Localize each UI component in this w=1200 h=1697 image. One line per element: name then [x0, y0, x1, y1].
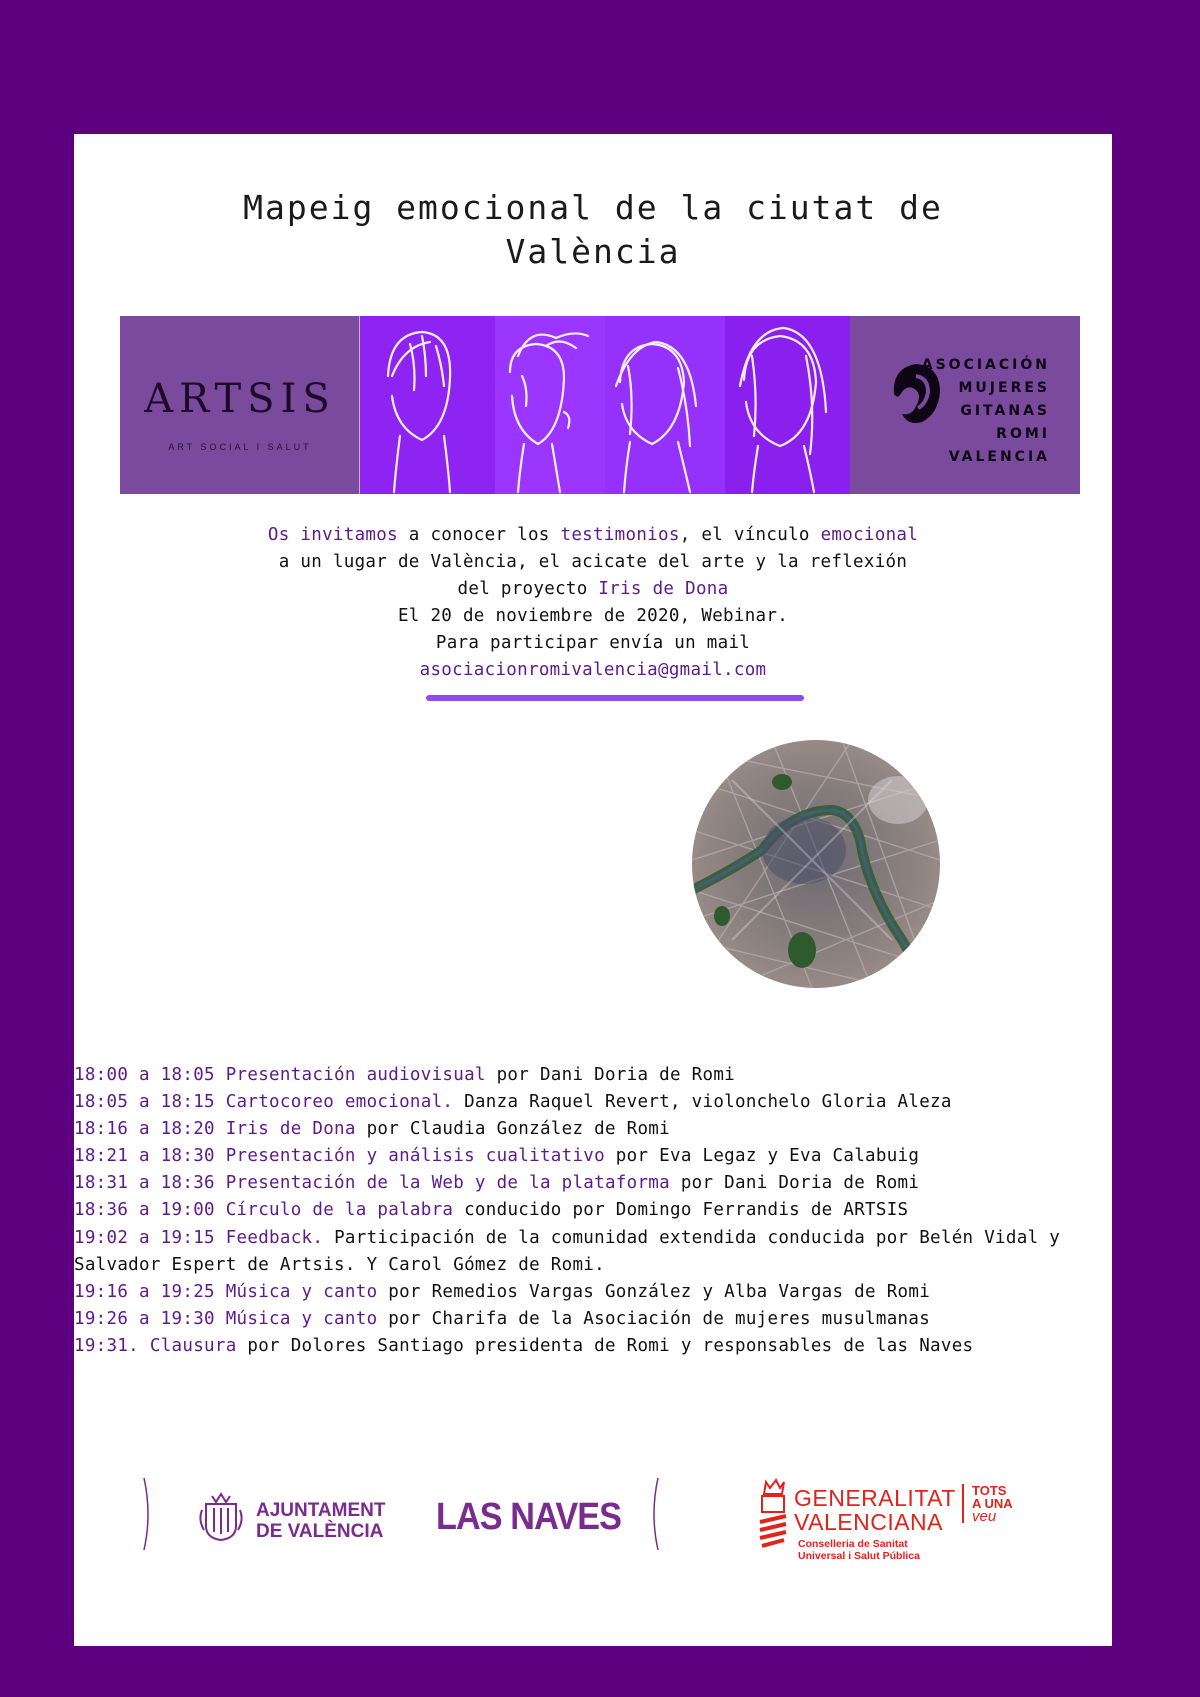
schedule-details: Danza Raquel Revert, violonchelo Gloria Aleza	[453, 1092, 952, 1113]
generalitat-logo	[794, 1486, 956, 1534]
participation-note: Para participar envía un mail	[435, 633, 751, 653]
faces-drawing	[360, 316, 850, 494]
artsis-logo-panel	[120, 316, 360, 494]
schedule-time: 19:26 a 19:30	[74, 1308, 226, 1329]
schedule-details: por Eva Legaz y Eva Calabuig	[604, 1146, 920, 1167]
romi-line-1: ASOCIACIÓN	[921, 357, 1050, 373]
schedule-details: por Dolores Santiago presidenta de Romi y responsables de las Naves	[236, 1335, 974, 1356]
generalitat-line-2: VALENCIANA	[794, 1509, 944, 1535]
schedule-item	[74, 1333, 1112, 1360]
conselleria-label	[798, 1538, 920, 1562]
schedule-details: por Charifa de la Asociación de mujeres musulmanas	[377, 1308, 931, 1329]
schedule-activity: Iris de Dona	[225, 1119, 356, 1140]
schedule-item	[74, 1197, 1112, 1224]
schedule-activity: Música y canto	[225, 1308, 378, 1329]
schedule-activity: Cartocoreo emocional.	[225, 1092, 454, 1113]
schedule-item	[74, 1225, 1112, 1279]
conselleria-line-1: Conselleria de Sanitat	[798, 1538, 908, 1550]
bracket-left-icon	[142, 1476, 154, 1552]
invitation-line-3	[74, 576, 1112, 603]
invitation-line-2: a un lugar de València, el acicate del arte y la reflexión	[278, 552, 908, 572]
faces-illustration	[360, 316, 850, 494]
generalitat-line-1: GENERALITAT	[794, 1485, 956, 1511]
title-line-1: Mapeig emocional de la ciutat de	[243, 188, 943, 227]
romi-line-4: ROMI VALENCIA	[948, 426, 1050, 465]
ajuntament-line-2: DE VALÈNCIA	[256, 1521, 384, 1542]
email-underline	[426, 695, 804, 701]
schedule-item	[74, 1279, 1112, 1306]
tots-line-2: A UNA	[972, 1496, 1013, 1511]
title-line-2: València	[505, 232, 681, 271]
schedule-details: por Dani Doria de Romi	[485, 1065, 735, 1085]
schedule-activity: Presentación de la Web y de la plataforma	[225, 1173, 670, 1194]
schedule-details: por Remedios Vargas González y Alba Vargas de Romi	[377, 1281, 931, 1302]
schedule-details: conducido por Domingo Ferrandis de ARTSIS	[453, 1200, 909, 1221]
schedule-time: 18:36 a 19:00	[74, 1200, 226, 1221]
city-map-image	[692, 740, 940, 988]
schedule-time: 18:16 a 18:20	[74, 1119, 226, 1140]
invitation-line-1	[74, 522, 1112, 549]
invitation-highlight: Os invitamos	[267, 525, 398, 545]
sponsor-logos	[74, 1470, 1112, 1570]
schedule-activity: Música y canto	[225, 1281, 378, 1302]
tots-line-1: TOTS	[972, 1483, 1007, 1498]
event-schedule	[74, 1062, 1112, 1360]
romi-logo-text	[900, 354, 1050, 469]
romi-line-3: GITANAS	[960, 403, 1050, 419]
schedule-time: 18:05 a 18:15	[74, 1092, 226, 1113]
invitation-highlight: testimonios	[560, 525, 680, 545]
romi-line-2: MUJERES	[958, 380, 1050, 396]
contact-email-link[interactable]: asociacionromivalencia@gmail.com	[419, 660, 767, 680]
romi-logo-panel	[850, 316, 1080, 494]
schedule-item	[74, 1306, 1112, 1333]
schedule-item	[74, 1089, 1112, 1116]
invitation-text-fragment: , el vínculo	[679, 525, 821, 545]
invitation-highlight: emocional	[820, 525, 919, 545]
invitation-text-fragment: a conocer los	[397, 525, 561, 545]
artsis-logo: ARTSIS	[144, 376, 336, 422]
ajuntament-line-1: AJUNTAMENT	[256, 1500, 386, 1521]
las-naves-logo: LAS NAVES	[436, 1496, 622, 1538]
ajuntament-logo	[256, 1500, 385, 1542]
schedule-details: Participación de la comunidad extendida conducida por Belén Vidal y Salvador Espert de Artsis. Y Carol Gómez de Romi.	[74, 1227, 1061, 1275]
schedule-details: por Dani Doria de Romi	[669, 1173, 920, 1194]
map-texture	[692, 740, 940, 988]
schedule-time: 19:16 a 19:25	[74, 1281, 226, 1302]
ajuntament-crest-icon	[198, 1490, 244, 1542]
bracket-right-icon	[648, 1476, 660, 1552]
schedule-time: 19:31.	[74, 1335, 150, 1356]
project-name: Iris de Dona	[598, 579, 729, 599]
schedule-item	[74, 1116, 1112, 1143]
conselleria-line-2: Universal i Salut Pública	[798, 1550, 920, 1562]
poster-page	[74, 134, 1112, 1646]
schedule-activity: Clausura	[149, 1335, 237, 1356]
schedule-item	[74, 1170, 1112, 1197]
schedule-activity: Círculo de la palabra	[225, 1200, 454, 1221]
schedule-item	[74, 1062, 1112, 1089]
tots-a-una-veu-logo	[962, 1484, 1028, 1523]
generalitat-crest-icon	[756, 1478, 790, 1554]
page-title	[74, 186, 1112, 274]
schedule-details: por Claudia González de Romi	[355, 1119, 670, 1140]
artsis-tagline: ART SOCIAL I SALUT	[168, 442, 312, 452]
invitation-text	[74, 522, 1112, 684]
event-date: El 20 de noviembre de 2020, Webinar.	[397, 606, 789, 626]
schedule-activity: Feedback.	[225, 1227, 324, 1248]
tots-line-3: veu	[972, 1508, 997, 1525]
schedule-time: 18:21 a 18:30	[74, 1146, 226, 1167]
schedule-item	[74, 1143, 1112, 1170]
schedule-time: 18:31 a 18:36	[74, 1173, 226, 1194]
schedule-time: 19:02 a 19:15	[74, 1227, 226, 1248]
schedule-activity: Presentación y análisis cualitativo	[225, 1146, 605, 1167]
invitation-text-fragment: del proyecto	[457, 579, 599, 599]
schedule-activity: Presentación audiovisual	[225, 1065, 486, 1085]
banner	[120, 316, 1080, 494]
schedule-time: 18:00 a 18:05	[74, 1065, 226, 1085]
